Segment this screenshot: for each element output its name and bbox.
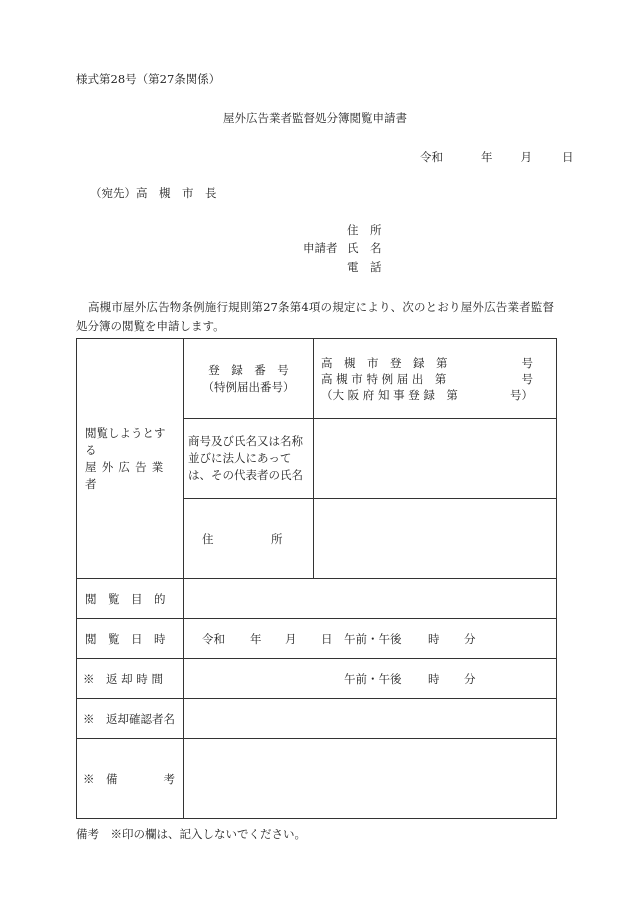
reg-line-special: 高 槻 市 特 例 届 出 第 号 xyxy=(321,371,533,386)
return-confirmer-value-cell[interactable] xyxy=(184,699,557,739)
datetime-era: 令和 xyxy=(202,631,225,646)
date-line xyxy=(420,149,574,165)
target-label-line2: 屋外広告業者 xyxy=(85,459,169,491)
date-year: 年 xyxy=(481,150,493,164)
purpose-label: 閲 覧 目 的 xyxy=(85,591,166,606)
datetime-ampm: 午前・午後 xyxy=(344,631,402,646)
return-confirmer-label-cell xyxy=(77,699,184,739)
return-hour: 時 xyxy=(428,671,440,686)
date-era: 令和 xyxy=(420,150,443,164)
body-text: 高槻市屋外広告物条例施行規則第27条第4項の規定により、次のとおり屋外広告業者監督処分簿の閲覧を申請します。 xyxy=(76,300,554,333)
return-ampm: 午前・午後 xyxy=(344,671,402,686)
date-day: 日 xyxy=(562,150,574,164)
applicant-address-label: 住 所 xyxy=(347,223,382,237)
reg-number-sub-label: （特例届出番号） xyxy=(202,379,295,394)
addressee: （宛先）高 槻 市 長 xyxy=(90,186,217,200)
datetime-day: 日 xyxy=(321,631,333,646)
applicant-label: 申請者 xyxy=(303,241,338,255)
name-label-line1: 商号及び氏名又は名称 xyxy=(188,434,303,448)
datetime-label: 閲 覧 日 時 xyxy=(85,631,166,646)
reg-number-label: 登 録 番 号 xyxy=(208,362,289,377)
purpose-label-cell xyxy=(77,579,184,619)
remarks-label: ※ 備 考 xyxy=(83,771,175,786)
return-minute: 分 xyxy=(464,671,476,686)
applicant-name-label: 氏 名 xyxy=(347,241,382,255)
address-label: 住 所 xyxy=(202,531,283,546)
footnote: 備考 ※印の欄は、記入しないでください。 xyxy=(76,827,306,841)
target-label-line1: 閲覧しようとする xyxy=(85,425,166,457)
datetime-label-cell xyxy=(77,619,184,659)
target-business-label-cell xyxy=(77,339,184,579)
return-time-label: ※ 返 却 時 間 xyxy=(83,671,163,686)
application-table xyxy=(76,338,557,819)
datetime-minute: 分 xyxy=(464,631,476,646)
form-number: 様式第28号（第27条関係） xyxy=(76,72,221,86)
name-value-cell[interactable] xyxy=(314,419,557,499)
name-label-line2: 並びに法人にあって xyxy=(188,451,292,465)
return-time-value-cell[interactable] xyxy=(184,659,557,699)
reg-line-prefecture: （大 阪 府 知 事 登 録 第 号） xyxy=(321,387,533,402)
datetime-year: 年 xyxy=(250,631,262,646)
purpose-value-cell[interactable] xyxy=(184,579,557,619)
remarks-label-cell xyxy=(77,739,184,819)
address-label-cell xyxy=(184,499,314,579)
name-label-line3: は、その代表者の氏名 xyxy=(188,468,303,482)
datetime-hour: 時 xyxy=(428,631,440,646)
datetime-value-cell[interactable] xyxy=(184,619,557,659)
address-value-cell[interactable] xyxy=(314,499,557,579)
reg-number-label-cell xyxy=(184,339,314,419)
date-month: 月 xyxy=(520,150,532,164)
remarks-value-cell[interactable] xyxy=(184,739,557,819)
document-title: 屋外広告業者監督処分簿閲覧申請書 xyxy=(223,111,407,125)
datetime-month: 月 xyxy=(285,631,297,646)
reg-line-city: 高 槻 市 登 録 第 号 xyxy=(321,355,533,370)
applicant-phone-label: 電 話 xyxy=(347,260,382,274)
return-time-label-cell xyxy=(77,659,184,699)
return-confirmer-label: ※ 返却確認者名 xyxy=(83,711,175,726)
name-label-cell xyxy=(184,419,314,499)
reg-number-value-cell[interactable] xyxy=(314,339,557,419)
